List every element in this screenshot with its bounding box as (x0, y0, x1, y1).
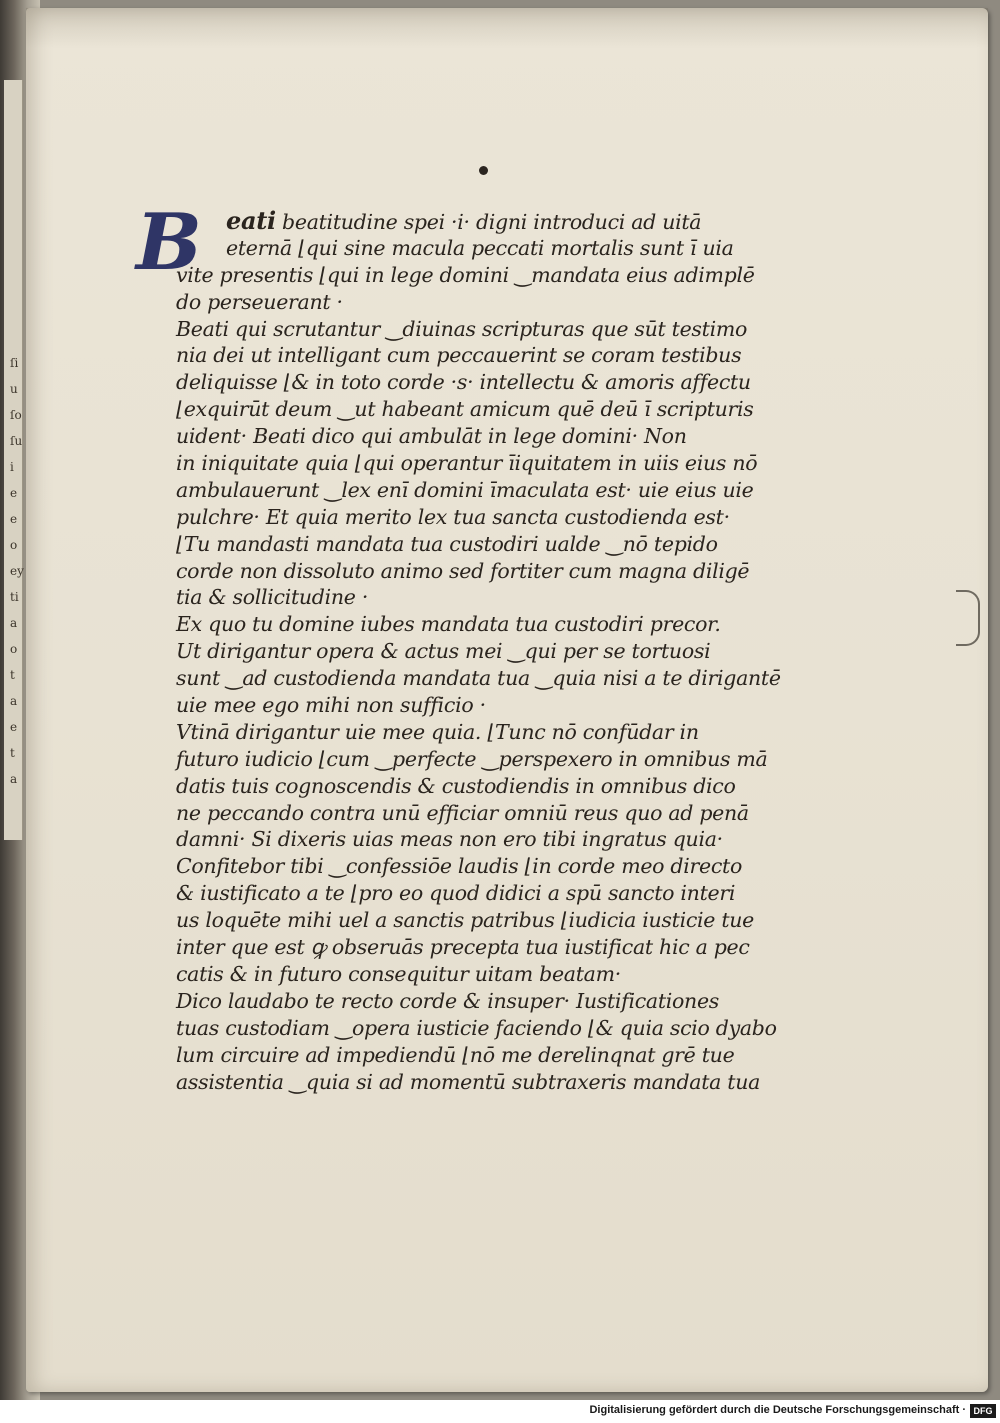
text-line: in iniquitate quia ⌊qui operantur īiquitatem in uiis eius nō (176, 451, 758, 476)
text-line: pulchre· Et quia merito lex tua sancta custodienda est· (176, 504, 730, 529)
page-shadow (26, 8, 988, 48)
first-word-rest: eati (226, 206, 276, 235)
text-line: sunt ‿ad custodienda mandata tua ‿quia nisi a te dirigantē (176, 666, 781, 691)
text-line: us loquēte mihi uel a sanctis patribus ⌊iudicia iusticie tue (176, 908, 755, 933)
text-line: corde non dissoluto animo sed fortiter cum magna diligē (176, 558, 750, 583)
text-line: eternā ⌊qui sine macula peccati mortalis sunt ī uia (226, 235, 734, 260)
text-line: Ut dirigantur opera & actus mei ‿qui per se tortuosi (176, 639, 711, 664)
text-line: datis tuis cognoscendis & custodiendis in omnibus dico (176, 773, 736, 798)
text-line: futuro iudicio ⌊cum ‿perfecte ‿perspexero in omnibus mā (176, 746, 768, 771)
text-line: uie mee ego mihi non sufficio · (176, 693, 486, 718)
text-line: assistentia ‿quia si ad momentū subtraxeris mandata tua (176, 1069, 761, 1094)
text-line: uident· Beati dico qui ambulāt in lege domini· Non (176, 424, 687, 449)
text-line: nia dei ut intelligant cum peccauerint se coram testibus (176, 343, 742, 368)
footer-bar (0, 1400, 1000, 1423)
facing-page-strip (4, 80, 23, 840)
text-line: eati beatitudine spei ·i· digni introduci ad uitā (226, 206, 702, 235)
text-line: tuas custodiam ‿opera iusticie faciendo ⌊& quia scio dyabo (176, 1015, 777, 1040)
text-line: Dico laudabo te recto corde & insuper· Iustificationes (176, 988, 720, 1013)
text-line: ambulauerunt ‿lex enī domini īmaculata est· uie eius uie (176, 477, 754, 502)
text-line: do perseuerant · (176, 289, 343, 314)
facing-page-fragments: ſiu ſo ſui e eo ey ti a o t a e t a (10, 356, 24, 786)
text-line: ⌊exquirūt deum ‿ut habeant amicum quē deū ī scripturis (176, 397, 754, 422)
text-line: tia & sollicitudine · (176, 585, 369, 610)
text-line: Confitebor tibi ‿confessiōe laudis ⌊in corde meo directo (176, 854, 742, 879)
text-line: lum circuire ad impediendū ⌊nō me derelinqnat grē tue (176, 1042, 735, 1067)
text-line: catis & in futuro consequitur uitam beatam· (176, 961, 621, 986)
page-dot-mark (479, 166, 488, 175)
page-clasp-mark (956, 590, 980, 646)
text-line: ⌊Tu mandasti mandata tua custodiri ualde ‿nō tepido (176, 531, 718, 556)
dfg-logo: DFG (970, 1404, 996, 1418)
text-line: damni· Si dixeris uias meas non ero tibi ingratus quia· (176, 827, 723, 852)
text-line: deliquisse ⌊& in toto corde ·s· intellectu & amoris affectu (176, 370, 751, 395)
funding-credit: Digitalisierung gefördert durch die Deutsche Forschungsgemeinschaft · (589, 1404, 966, 1416)
illuminated-initial: B (136, 197, 202, 288)
text-line: ne peccando contra unū efficiar omniū reus quo ad penā (176, 800, 749, 825)
text-block (136, 197, 781, 1095)
text-line: Beati qui scrutantur ‿diuinas scripturas que sūt testimo (176, 316, 748, 341)
text-line: & iustificato a te ⌊pro eo quod didici a spū sancto interi (176, 881, 736, 906)
text-line: Ex quo tu domine iubes mandata tua custodiri precor. (176, 612, 721, 637)
text-line: Vtinā dirigantur uie mee quia. ⌊Tunc nō confūdar in (176, 719, 699, 744)
text-line: vite presentis ⌊qui in lege domini ‿mandata eius adimplē (176, 262, 755, 287)
text-line: inter que est ꝙ obseruās precepta tua iustificat hic a pec (176, 935, 750, 960)
